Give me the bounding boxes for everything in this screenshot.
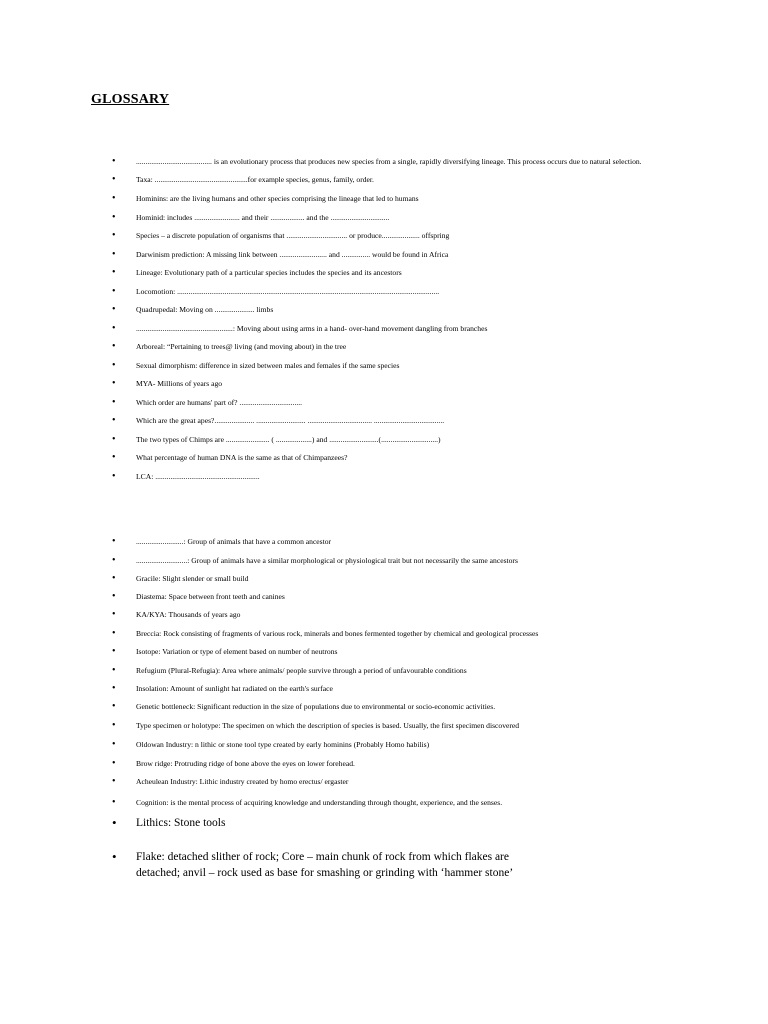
bullet-icon: • (112, 286, 116, 297)
list-item-text: ........................................ is an evolutionary process that produces new species from a single, rapidly diversifying lineage. This process occurs due to natural selection. (136, 157, 642, 166)
bullet-icon: • (112, 323, 116, 334)
bullet-icon: • (112, 156, 116, 167)
bullet-icon: • (112, 720, 116, 731)
bullet-icon: • (112, 230, 116, 241)
list-item-text: Hominins: are the living humans and other species comprising the lineage that led to humans (136, 194, 419, 203)
list-item-text: Diastema: Space between front teeth and canines (136, 592, 285, 601)
list-item-text: Acheulean Industry: Lithic industry created by homo erectus/ ergaster (136, 777, 349, 786)
list-item-text: ...................................................: Moving about using arms in a hand- over-hand movement dangling from branches (136, 324, 488, 333)
list-item-text: Oldowan Industry: n lithic or stone tool type created by early hominins (Probably Homo habilis) (136, 740, 430, 749)
list-item-text: Sexual dimorphism: difference in sized between males and females if the same species (136, 361, 400, 370)
list-item-text: MYA- Millions of years ago (136, 379, 223, 388)
bullet-icon: • (112, 341, 116, 352)
list-item-text: Taxa: .................................................for example species, genus, family, order. (136, 175, 374, 184)
list-item-text: Species – a discrete population of organisms that ................................ or produce.................... offspring (136, 231, 450, 240)
list-item-text: LCA: ....................................................... (136, 472, 260, 481)
list-item-text: What percentage of human DNA is the same as that of Chimpanzees? (136, 453, 348, 462)
bullet-icon: • (112, 797, 116, 808)
bullet-icon: • (112, 174, 116, 185)
list-item-text: Which are the great apes?..................... .......................... .................................. ..................................... (136, 416, 445, 425)
bullet-icon: • (112, 249, 116, 260)
list-item-text: Locomotion: .......................................................................................................................................... (136, 287, 440, 296)
bullet-icon: • (112, 573, 116, 584)
list-item-text: Cognition: is the mental process of acquiring knowledge and understanding through thought, experience, and the senses. (136, 798, 503, 807)
list-item-text: Insolation: Amount of sunlight hat radiated on the earth's surface (136, 684, 333, 693)
bullet-icon: • (112, 193, 116, 204)
list-item-text: KA/KYA: Thousands of years ago (136, 610, 241, 619)
bullet-icon: • (112, 452, 116, 463)
bullet-icon: • (112, 701, 116, 712)
list-item-text: .........................: Group of animals that have a common ancestor (136, 537, 332, 546)
bullet-icon: • (112, 536, 116, 547)
list-item-text: Arboreal: “Pertaining to trees@ living (and moving about) in the tree (136, 342, 347, 351)
bullet-icon: • (112, 739, 116, 750)
list-item-text: ...........................: Group of animals have a similar morphological or physiological trait but not necessarily the same ancestors (136, 556, 518, 565)
bullet-icon: • (112, 665, 116, 676)
bullet-icon: • (112, 378, 116, 389)
list-item-text: Quadrupedal: Moving on ..................... limbs (136, 305, 274, 314)
list-item-text: Genetic bottleneck: Significant reduction in the size of populations due to environmental or socio-economic activities. (136, 702, 496, 711)
bullet-icon: • (112, 776, 116, 787)
list-item-text: Lineage: Evolutionary path of a particular species includes the species and its ancestors (136, 268, 402, 277)
bullet-icon: • (112, 628, 116, 639)
list-item-text: Hominid: includes ........................ and their .................. and the ............................... (136, 213, 390, 222)
bullet-icon: • (112, 555, 116, 566)
list-item-text: Flake: detached slither of rock; Core – main chunk of rock from which flakes are detached; anvil – rock used as base for smashing or grinding with ‘hammer stone’ (136, 851, 514, 879)
list-item-text: Type specimen or holotype: The specimen on which the description of species is based. Usually, the first specimen discovered (136, 721, 520, 730)
bullet-icon: • (112, 683, 116, 694)
bullet-icon: • (112, 360, 116, 371)
bullet-icon: • (112, 849, 117, 864)
bullet-icon: • (112, 267, 116, 278)
bullet-icon: • (112, 434, 116, 445)
bullet-icon: • (112, 758, 116, 769)
bullet-icon: • (112, 471, 116, 482)
bullet-icon: • (112, 304, 116, 315)
list-item-text: Which order are humans' part of? ................................. (136, 398, 303, 407)
list-item-text: Lithics: Stone tools (136, 817, 226, 829)
bullet-icon: • (112, 415, 116, 426)
bullet-icon: • (112, 815, 117, 830)
list-item-text: Isotope: Variation or type of element based on number of neutrons (136, 647, 338, 656)
bullet-icon: • (112, 212, 116, 223)
list-item-text: Darwinism prediction: A missing link between ......................... and ............... would be found in Africa (136, 250, 449, 259)
list-item-text: Brow ridge: Protruding ridge of bone above the eyes on lower forehead. (136, 759, 355, 768)
list-item-text: The two types of Chimps are ....................... ( ...................) and ..........................(..............................) (136, 435, 441, 444)
list-item-text: Breccia: Rock consisting of fragments of various rock, minerals and bones fermented together by chemical and geological processes (136, 629, 539, 638)
list-item-text: Gracile: Slight slender or small build (136, 574, 249, 583)
bullet-icon: • (112, 646, 116, 657)
bullet-icon: • (112, 609, 116, 620)
bullet-icon: • (112, 397, 116, 408)
page-title: GLOSSARY (91, 92, 170, 107)
list-item-text: Refugium (Plural-Refugia): Area where animals/ people survive through a period of unfavourable conditions (136, 666, 467, 675)
bullet-icon: • (112, 591, 116, 602)
